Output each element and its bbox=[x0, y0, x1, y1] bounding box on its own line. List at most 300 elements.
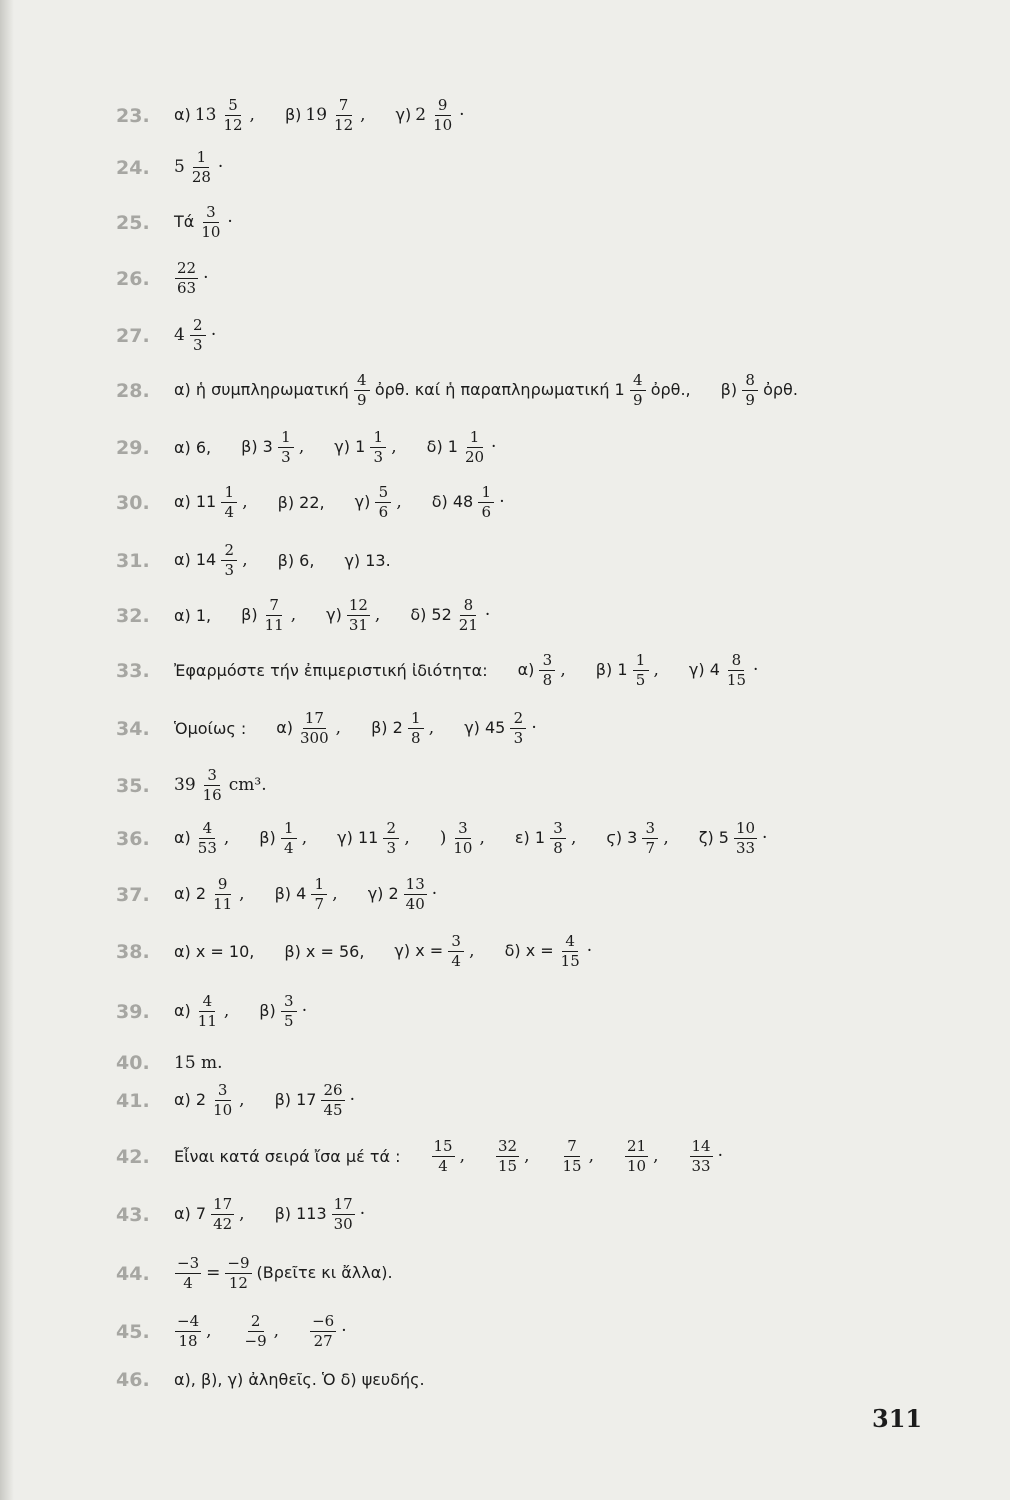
answer-part bbox=[172, 876, 247, 913]
problem-number: 39. bbox=[116, 1000, 150, 1023]
answer-part bbox=[282, 942, 366, 962]
fraction-denominator: 10 bbox=[453, 839, 473, 857]
fraction bbox=[347, 597, 370, 634]
fraction-denominator: 42 bbox=[213, 1215, 233, 1233]
fraction-numerator: 9 bbox=[215, 876, 231, 895]
fraction-denominator: 5 bbox=[283, 1012, 294, 1030]
fraction-denominator: 10 bbox=[201, 223, 221, 241]
answer-text: ὀρθ., bbox=[650, 380, 691, 399]
answer-text: α) bbox=[174, 1001, 191, 1020]
answer-part bbox=[719, 372, 800, 409]
fraction-denominator: 4 bbox=[224, 503, 234, 521]
fraction-denominator: 21 bbox=[458, 616, 478, 634]
answer-part bbox=[240, 1313, 282, 1350]
answer-content bbox=[172, 876, 439, 913]
answer-text: 19 bbox=[305, 105, 328, 125]
fraction-numerator: 2 bbox=[510, 710, 526, 729]
fraction-numerator: 1 bbox=[278, 429, 294, 448]
fraction bbox=[221, 97, 244, 134]
answer-part bbox=[429, 1138, 468, 1175]
fraction-denominator: 20 bbox=[464, 448, 485, 466]
fraction-denominator: 11 bbox=[264, 616, 284, 634]
answer-text: · bbox=[459, 105, 465, 125]
fraction bbox=[310, 1313, 336, 1350]
fraction bbox=[211, 1196, 234, 1233]
answer-text: , bbox=[396, 492, 402, 512]
fraction-denominator: 9 bbox=[632, 391, 643, 409]
problem-number: 38. bbox=[116, 940, 150, 963]
fraction-numerator: 5 bbox=[375, 484, 391, 503]
answer-text: ϛ) 3 bbox=[606, 828, 638, 847]
fraction-numerator: 8 bbox=[742, 372, 758, 391]
answer-text: , bbox=[374, 605, 381, 625]
answer-part bbox=[172, 260, 211, 297]
problem-number: 29. bbox=[116, 436, 150, 459]
answer-text: , bbox=[663, 828, 669, 848]
fraction-denominator: 33 bbox=[735, 839, 756, 857]
fraction-denominator: 300 bbox=[300, 729, 329, 747]
answer-part bbox=[273, 1082, 357, 1119]
answer-part bbox=[172, 1313, 214, 1350]
fraction-numerator: −4 bbox=[177, 1312, 200, 1330]
fraction-numerator: 2 bbox=[248, 1313, 264, 1332]
fraction bbox=[510, 710, 526, 747]
answer-content bbox=[172, 652, 760, 689]
answer-text: β) bbox=[259, 828, 276, 847]
answer-text: , bbox=[332, 884, 338, 904]
fraction-numerator: 1 bbox=[370, 429, 386, 448]
answer-text: β) 113 bbox=[274, 1204, 327, 1223]
answer-part bbox=[172, 484, 250, 521]
answer-text: 13 bbox=[194, 105, 217, 125]
answer-text: δ) 48 bbox=[431, 492, 474, 511]
fraction-denominator: 53 bbox=[197, 839, 217, 857]
answer-text: , bbox=[239, 1204, 245, 1224]
answer-text: α) ἡ συμπληρωματική bbox=[174, 380, 349, 399]
fraction-numerator: 5 bbox=[225, 97, 241, 116]
answer-text: β) 2 bbox=[371, 718, 403, 737]
fraction bbox=[463, 429, 486, 466]
fraction-numerator: 3 bbox=[281, 993, 297, 1012]
fraction-numerator: 8 bbox=[460, 597, 476, 616]
answer-part bbox=[276, 493, 327, 513]
fraction-denominator: 11 bbox=[213, 895, 233, 913]
answer-part bbox=[239, 597, 298, 634]
answer-content bbox=[172, 1052, 225, 1073]
fraction-denominator: 7 bbox=[645, 839, 656, 857]
fraction-denominator: 4 bbox=[183, 1274, 193, 1292]
answer-text: β) 3 bbox=[241, 437, 273, 456]
answer-text: , bbox=[239, 1090, 245, 1110]
fraction bbox=[225, 1255, 251, 1292]
answer-part bbox=[697, 820, 770, 857]
answer-text: , bbox=[273, 1321, 280, 1341]
answer-text: · bbox=[531, 718, 537, 738]
answer-text: β) bbox=[720, 380, 738, 399]
fraction-denominator: 30 bbox=[333, 1215, 353, 1233]
answer-part bbox=[516, 652, 568, 689]
answer-text: · bbox=[491, 437, 497, 457]
fraction-denominator: 15 bbox=[498, 1157, 518, 1175]
fraction-denominator: 8 bbox=[553, 839, 563, 857]
fraction bbox=[263, 597, 286, 634]
answer-text: , bbox=[206, 1321, 212, 1341]
answer-text: , bbox=[653, 660, 659, 680]
answer-text: α) x = 10, bbox=[174, 941, 255, 961]
problem-number: 40. bbox=[116, 1052, 150, 1074]
answer-text: β) 17 bbox=[274, 1090, 317, 1109]
page-number: 311 bbox=[872, 1404, 923, 1433]
answer-content bbox=[172, 597, 492, 634]
problem-number: 42. bbox=[116, 1145, 150, 1168]
fraction-denominator: 3 bbox=[224, 561, 234, 579]
fraction bbox=[539, 652, 555, 689]
fraction bbox=[725, 652, 748, 689]
answer-text: , bbox=[588, 1146, 594, 1166]
fraction-denominator: 6 bbox=[481, 503, 491, 521]
answer-part bbox=[172, 1196, 247, 1233]
answer-text: δ) x = bbox=[504, 941, 554, 960]
answer-text: β) 4 bbox=[274, 884, 307, 903]
answer-content bbox=[172, 1082, 357, 1119]
answer-text: , bbox=[560, 660, 566, 680]
fraction bbox=[448, 933, 464, 970]
problem-number: 25. bbox=[116, 211, 150, 234]
answer-content bbox=[172, 710, 539, 747]
answer-text: , bbox=[360, 105, 366, 125]
answer-text: α) 11 bbox=[174, 492, 217, 511]
answer-content bbox=[172, 933, 594, 970]
fraction-numerator: 2 bbox=[221, 542, 237, 561]
answer-text: · bbox=[431, 884, 438, 904]
answer-part bbox=[239, 429, 306, 466]
problem-number: 30. bbox=[116, 491, 150, 514]
answer-text: γ) 11 bbox=[337, 828, 379, 847]
fraction-numerator: 1 bbox=[193, 149, 209, 168]
answer-text: γ) 13. bbox=[344, 550, 391, 570]
fraction-denominator: 28 bbox=[191, 168, 211, 186]
answer-text: α) bbox=[174, 105, 191, 124]
fraction bbox=[408, 710, 424, 747]
answer-part bbox=[394, 97, 467, 134]
fraction bbox=[281, 993, 297, 1030]
answer-text: γ) bbox=[326, 605, 342, 624]
answer-text: 4 bbox=[174, 325, 185, 345]
fraction-numerator: 1 bbox=[221, 484, 237, 503]
fraction-denominator: 3 bbox=[281, 448, 291, 466]
answer-part bbox=[276, 551, 317, 571]
answer-text: · bbox=[484, 605, 491, 625]
answer-text: , bbox=[428, 718, 435, 738]
answer-part bbox=[172, 372, 693, 409]
answer-text: β) 1 bbox=[595, 660, 628, 679]
answer-content bbox=[172, 542, 393, 579]
problem-number: 44. bbox=[116, 1262, 150, 1285]
fraction-numerator: 17 bbox=[333, 1195, 353, 1213]
fraction bbox=[625, 1138, 648, 1175]
fraction bbox=[190, 317, 206, 354]
answer-text: α) bbox=[517, 660, 535, 679]
answer-text: α) 2 bbox=[174, 1090, 207, 1109]
problem-number: 23. bbox=[116, 104, 150, 127]
answer-text: ) bbox=[439, 828, 447, 848]
answer-part bbox=[687, 1138, 726, 1175]
answer-text: ὀρθ. bbox=[763, 380, 798, 399]
answer-part bbox=[172, 1255, 395, 1292]
answer-text: · bbox=[341, 1321, 347, 1341]
answer-part bbox=[172, 1053, 225, 1073]
answer-text: ε) 1 bbox=[514, 828, 546, 847]
answer-part bbox=[493, 1138, 532, 1175]
answer-content bbox=[172, 993, 309, 1030]
answer-part bbox=[392, 933, 476, 970]
answer-content bbox=[172, 317, 218, 354]
fraction bbox=[281, 820, 297, 857]
fraction bbox=[561, 1138, 584, 1175]
problem-number: 46. bbox=[116, 1369, 150, 1391]
answer-text: · bbox=[210, 325, 217, 345]
fraction-denominator: 63 bbox=[177, 279, 197, 297]
fraction-denominator: 12 bbox=[228, 1274, 248, 1292]
fraction bbox=[175, 1313, 201, 1350]
problem-number: 41. bbox=[116, 1089, 150, 1112]
fraction-numerator: 9 bbox=[435, 97, 451, 116]
fraction-denominator: −9 bbox=[244, 1332, 267, 1350]
fraction-numerator: 17 bbox=[304, 709, 324, 727]
fraction bbox=[175, 1255, 201, 1292]
fraction bbox=[311, 876, 327, 913]
fraction-numerator: 8 bbox=[728, 652, 744, 671]
fraction-numerator: 3 bbox=[455, 820, 471, 839]
fraction bbox=[550, 820, 566, 857]
fraction-numerator: 7 bbox=[266, 597, 282, 616]
answer-part bbox=[307, 1313, 349, 1350]
fraction-denominator: 12 bbox=[334, 116, 354, 134]
answer-part bbox=[369, 710, 436, 747]
answer-text: Ὁμοίως : bbox=[174, 718, 247, 738]
fraction bbox=[734, 820, 757, 857]
answer-part bbox=[172, 542, 250, 579]
fraction-denominator: 8 bbox=[411, 729, 421, 747]
answer-text: , bbox=[391, 437, 397, 457]
fraction-denominator: 4 bbox=[438, 1157, 448, 1175]
answer-text: γ) 45 bbox=[464, 718, 506, 737]
answer-part bbox=[324, 597, 382, 634]
fraction-denominator: 4 bbox=[283, 839, 294, 857]
fraction bbox=[175, 260, 198, 297]
fraction-denominator: 3 bbox=[513, 729, 524, 747]
fraction-numerator: 1 bbox=[408, 710, 424, 729]
answer-content bbox=[172, 97, 467, 134]
fraction-denominator: 33 bbox=[691, 1157, 711, 1175]
answer-content bbox=[172, 372, 800, 409]
answer-text: · bbox=[586, 941, 593, 961]
answer-text: (Βρεῖτε κι ἄλλα). bbox=[256, 1263, 393, 1282]
answer-part bbox=[273, 1196, 368, 1233]
fraction bbox=[243, 1313, 269, 1350]
answer-text: α), β), γ) ἀληθεῖς. Ὁ δ) ψευδής. bbox=[174, 1369, 425, 1389]
fraction-numerator: 14 bbox=[691, 1137, 711, 1155]
answer-part bbox=[172, 661, 490, 681]
problem-number: 24. bbox=[116, 156, 150, 179]
answer-part bbox=[172, 942, 256, 962]
answer-text: γ) 4 bbox=[688, 660, 720, 679]
answer-text: · bbox=[753, 660, 759, 680]
fraction bbox=[431, 97, 454, 134]
answer-text: γ) bbox=[395, 105, 412, 124]
answer-part bbox=[335, 820, 412, 857]
fraction bbox=[375, 484, 391, 521]
answer-text: β) 6, bbox=[277, 550, 315, 570]
fraction-denominator: 12 bbox=[223, 116, 243, 134]
answer-text: ζ) 5 bbox=[698, 828, 729, 847]
fraction-numerator: 32 bbox=[498, 1137, 518, 1155]
problem-number: 33. bbox=[116, 659, 150, 682]
fraction-numerator: 3 bbox=[550, 820, 566, 839]
fraction bbox=[642, 820, 658, 857]
answer-part bbox=[172, 1147, 403, 1167]
fraction bbox=[332, 97, 355, 134]
fraction-denominator: 31 bbox=[348, 616, 368, 634]
fraction-denominator: 16 bbox=[202, 786, 222, 804]
answer-text: γ) 1 bbox=[334, 437, 366, 456]
answer-content bbox=[172, 767, 269, 804]
problem-number: 26. bbox=[116, 267, 150, 290]
fraction-denominator: 3 bbox=[373, 448, 384, 466]
fraction-numerator: 2 bbox=[383, 820, 399, 839]
answer-part bbox=[172, 606, 213, 626]
fraction-denominator: 18 bbox=[178, 1332, 198, 1350]
answer-text: γ) bbox=[354, 492, 371, 511]
answer-part bbox=[172, 993, 231, 1030]
fraction bbox=[298, 710, 331, 747]
fraction-numerator: 13 bbox=[405, 875, 425, 893]
answer-content bbox=[172, 1255, 395, 1292]
fraction-denominator: 15 bbox=[726, 671, 746, 689]
problem-number: 27. bbox=[116, 324, 150, 347]
answer-part bbox=[172, 1370, 427, 1390]
answer-text: α) 1, bbox=[174, 605, 212, 625]
answer-part bbox=[558, 1138, 597, 1175]
fraction-numerator: 3 bbox=[203, 204, 219, 223]
answer-text: · bbox=[203, 268, 209, 288]
answer-text: , bbox=[335, 718, 342, 738]
fraction-numerator: 3 bbox=[642, 820, 658, 839]
fraction-numerator: 15 bbox=[433, 1137, 453, 1155]
fraction-numerator: −6 bbox=[312, 1312, 335, 1330]
fraction-numerator: 1 bbox=[311, 876, 327, 895]
problem-number: 32. bbox=[116, 604, 150, 627]
fraction bbox=[278, 429, 294, 466]
fraction-denominator: 3 bbox=[193, 336, 203, 354]
fraction-numerator: 3 bbox=[448, 933, 464, 952]
answer-text: 5 bbox=[174, 157, 185, 177]
answer-content bbox=[172, 260, 211, 297]
answer-part bbox=[172, 149, 225, 186]
answer-part bbox=[594, 652, 661, 689]
answer-part bbox=[283, 97, 368, 134]
problem-number: 35. bbox=[116, 774, 150, 797]
fraction-numerator: 4 bbox=[630, 372, 646, 391]
answer-text: , bbox=[223, 1001, 230, 1021]
fraction-numerator: 10 bbox=[735, 819, 756, 837]
answer-text: β) bbox=[284, 105, 302, 124]
answer-text: Τά bbox=[174, 212, 195, 231]
answer-part bbox=[438, 820, 487, 857]
fraction-numerator: −3 bbox=[177, 1254, 200, 1272]
problem-number: 31. bbox=[116, 549, 150, 572]
answer-content bbox=[172, 1313, 349, 1350]
answer-text: , bbox=[479, 828, 485, 848]
fraction-numerator: 26 bbox=[323, 1081, 343, 1099]
fraction-denominator: 7 bbox=[314, 895, 325, 913]
fraction bbox=[559, 933, 582, 970]
answer-content bbox=[172, 484, 507, 521]
fraction-denominator: 40 bbox=[405, 895, 425, 913]
fraction bbox=[451, 820, 474, 857]
fraction-numerator: 7 bbox=[336, 97, 352, 116]
answer-text: α) 14 bbox=[174, 550, 217, 569]
fraction bbox=[321, 1082, 344, 1119]
answer-part bbox=[430, 484, 507, 521]
fraction-numerator: 12 bbox=[348, 596, 368, 614]
fraction bbox=[690, 1138, 713, 1175]
answer-text: , bbox=[242, 492, 248, 512]
answer-text: , bbox=[242, 550, 248, 570]
answer-text: , bbox=[301, 828, 308, 848]
fraction bbox=[432, 1138, 455, 1175]
answer-text: γ) 2 bbox=[367, 884, 399, 903]
answer-part bbox=[172, 820, 231, 857]
answer-text: α) 2 bbox=[174, 884, 207, 903]
answer-text: β) bbox=[241, 605, 258, 624]
answer-part bbox=[172, 317, 218, 354]
answer-text: · bbox=[359, 1204, 366, 1224]
answer-text: · bbox=[762, 828, 768, 848]
answer-text: · bbox=[499, 492, 505, 512]
fraction-numerator: −9 bbox=[227, 1254, 250, 1272]
problem-number: 43. bbox=[116, 1203, 150, 1226]
answer-text: α) 6, bbox=[174, 437, 212, 457]
answer-part bbox=[257, 820, 309, 857]
problem-number: 45. bbox=[116, 1320, 150, 1343]
answer-part bbox=[172, 767, 269, 804]
answer-text: · bbox=[301, 1001, 308, 1021]
fraction bbox=[404, 876, 427, 913]
fraction-denominator: 9 bbox=[745, 391, 755, 409]
fraction bbox=[496, 1138, 519, 1175]
fraction-numerator: 1 bbox=[633, 652, 649, 671]
fraction bbox=[196, 993, 219, 1030]
fraction bbox=[742, 372, 758, 409]
problem-number: 34. bbox=[116, 717, 150, 740]
answer-content bbox=[172, 149, 225, 186]
fraction-denominator: 11 bbox=[197, 1012, 217, 1030]
answer-text: α) bbox=[276, 718, 294, 737]
answer-text: , bbox=[223, 828, 230, 848]
answer-content bbox=[172, 820, 769, 857]
answer-text: β) 22, bbox=[277, 492, 325, 512]
problem-number: 28. bbox=[116, 379, 150, 402]
answer-part bbox=[273, 876, 340, 913]
answer-part bbox=[172, 1082, 247, 1119]
answer-part bbox=[366, 876, 439, 913]
fraction-numerator: 4 bbox=[199, 993, 215, 1012]
answer-text: , bbox=[653, 1146, 659, 1166]
fraction-numerator: 2 bbox=[190, 317, 206, 336]
answer-part bbox=[687, 652, 760, 689]
fraction bbox=[196, 820, 219, 857]
